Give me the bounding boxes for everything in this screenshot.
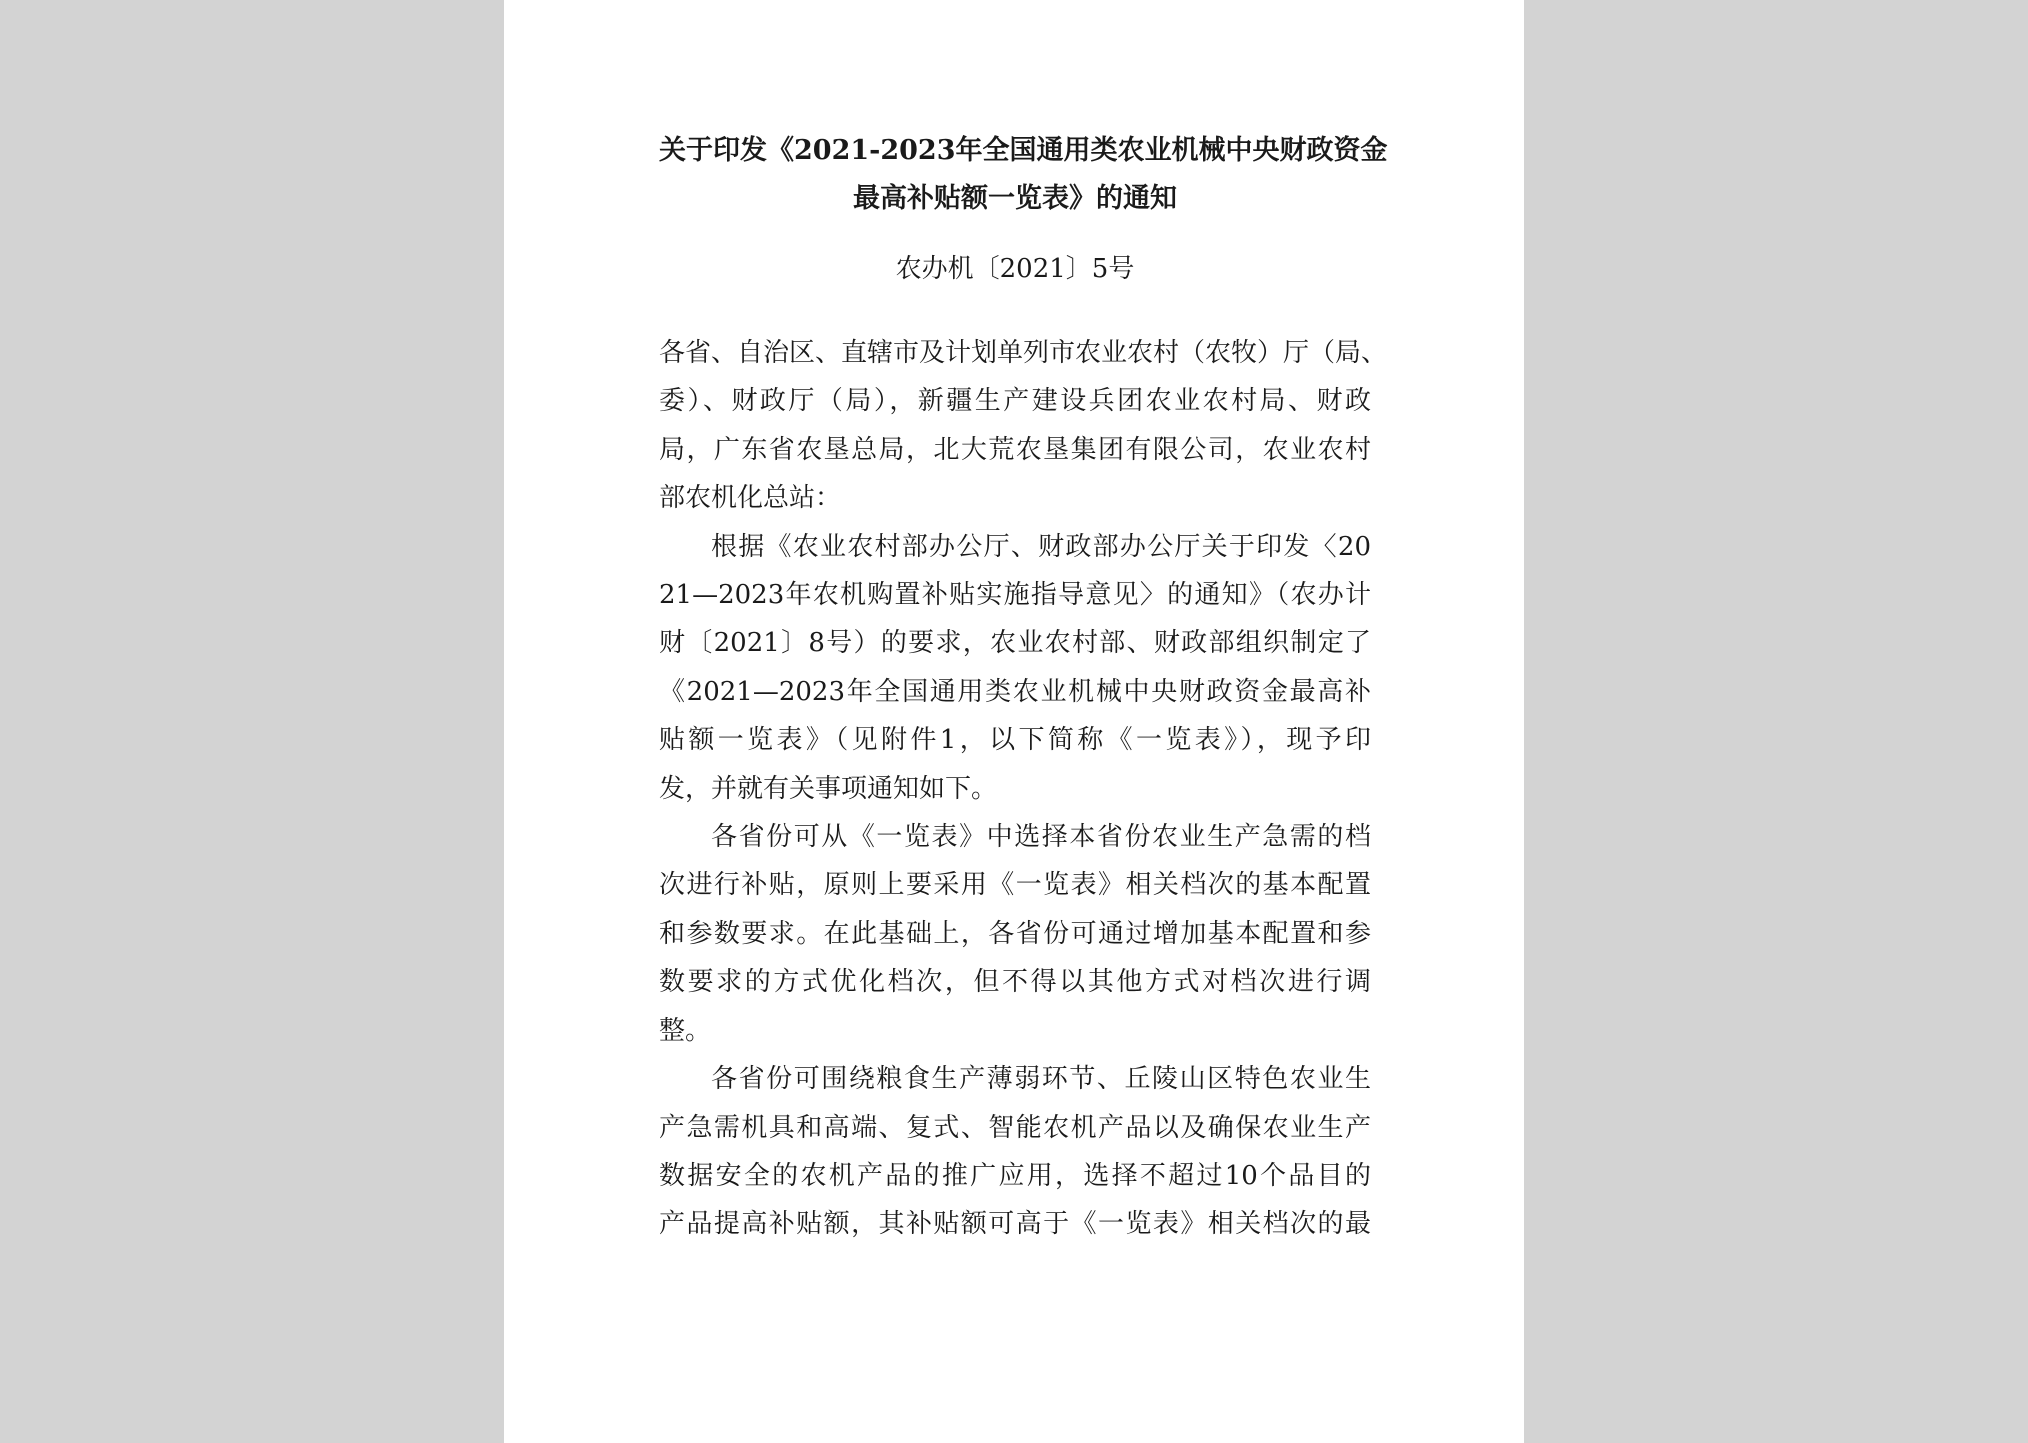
text-line: 局，广东省农垦总局，北大荒农垦集团有限公司，农业农村 (659, 434, 1371, 465)
title-line: 关于印发《2021-2023年全国通用类农业机械中央财政资金 (659, 135, 1388, 166)
text-line: 各省份可围绕粮食生产薄弱环节、丘陵山区特色农业生 (711, 1064, 1371, 1095)
document-body (659, 329, 1388, 1249)
document-page (504, 0, 1524, 1443)
text-line: 贴额一览表》（见附件1，以下简称《一览表》），现予印 (659, 725, 1371, 756)
text-line: 数要求的方式优化档次，但不得以其他方式对档次进行调 (659, 967, 1371, 998)
title-line: 最高补贴额一览表》的通知 (853, 183, 1177, 214)
text-line: 发，并就有关事项通知如下。 (659, 773, 998, 804)
text-line: 根据《农业农村部办公厅、财政部办公厅关于印发〈20 (711, 531, 1371, 562)
text-line: 整。 (659, 1015, 712, 1046)
text-line: 21—2023年农机购置补贴实施指导意见〉的通知》（农办计 (659, 580, 1371, 611)
text-line: 数据安全的农机产品的推广应用，选择不超过10个品目的 (659, 1160, 1371, 1191)
text-line: 各省份可从《一览表》中选择本省份农业生产急需的档 (711, 822, 1371, 853)
document-number: 农办机〔2021〕5号 (895, 254, 1135, 284)
body-paragraph (659, 1055, 1371, 1249)
document-title (659, 127, 1388, 223)
text-line: 《2021—2023年全国通用类农业机械中央财政资金最高补 (659, 676, 1371, 707)
text-line: 部农机化总站： (659, 483, 842, 514)
text-line: 次进行补贴，原则上要采用《一览表》相关档次的基本配置 (659, 870, 1371, 901)
text-line: 产品提高补贴额，其补贴额可高于《一览表》相关档次的最 (659, 1209, 1371, 1240)
text-line: 委）、财政厅（局），新疆生产建设兵团农业农村局、财政 (659, 386, 1371, 417)
text-line: 和参数要求。在此基础上，各省份可通过增加基本配置和参 (659, 918, 1371, 949)
text-line: 财〔2021〕8号）的要求，农业农村部、财政部组织制定了 (659, 628, 1371, 659)
body-paragraph (659, 813, 1371, 1055)
text-line: 各省、自治区、直辖市及计划单列市农业农村（农牧）厅（局、 (659, 338, 1388, 368)
body-paragraph (659, 523, 1371, 813)
addressee-paragraph (659, 329, 1388, 523)
text-line: 产急需机具和高端、复式、智能农机产品以及确保农业生产 (659, 1112, 1371, 1143)
document-content (659, 127, 1388, 1249)
